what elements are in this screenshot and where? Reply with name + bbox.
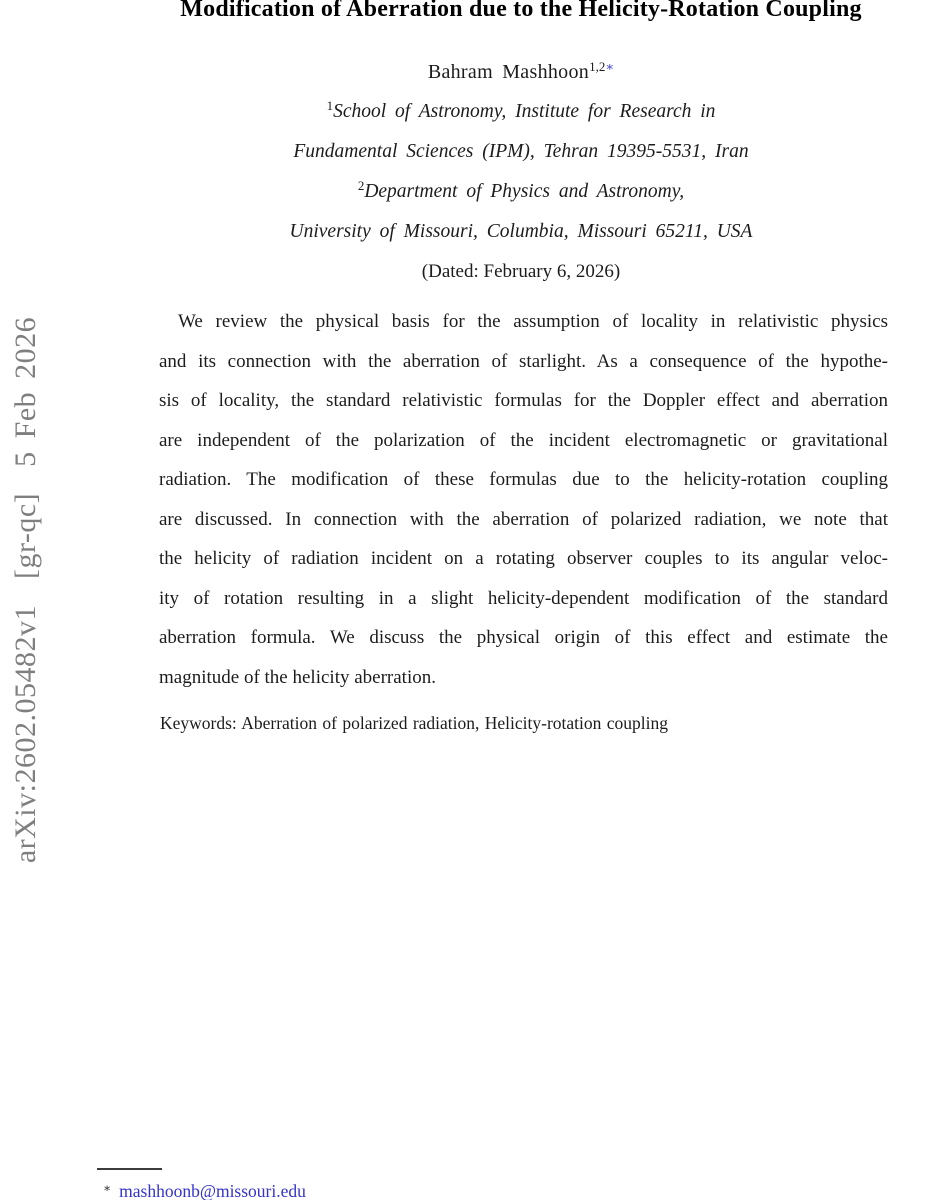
footnote-line [97,1176,306,1200]
abstract-line: radiation. The modification of these formulas due to the helicity-rotation coupling [159,469,888,490]
author-footnote-mark: ∗ [605,59,615,74]
affiliation-text: School of Astronomy, Institute for Research in [333,101,716,122]
affiliation-line [97,212,945,252]
footnote-divider [97,1168,162,1170]
footnote-symbol: ∗ [103,1181,112,1195]
abstract-line: We review the physical basis for the assumption of locality in relativistic physics [178,311,888,332]
abstract-line: are independent of the polarization of the incident electromagnetic or gravitational [159,429,888,451]
affiliation-superscript: 1 [326,98,334,113]
abstract-line: sis of locality, the standard relativistic formulas for the Doppler effect and aberration [159,390,888,411]
affiliation-line [97,172,945,212]
affiliation-superscript: 2 [357,178,365,193]
footnote-email-link[interactable]: mashhoonb@missouri.edu [119,1181,306,1200]
author-name: Bahram Mashhoon [427,61,590,83]
dated-line: (Dated: February 6, 2026) [421,261,621,282]
author-line [97,52,945,92]
abstract-line: magnitude of the helicity aberration. [159,666,436,688]
arxiv-watermark-text: arXiv:2602.05482v1 [gr-qc] 5 Feb 2026 [9,316,42,864]
paper-title: Modification of Aberration due to the Helicity-Rotation Coupling [180,0,862,22]
keywords-line [160,708,889,738]
keywords-label: Keywords: [160,713,237,733]
affiliation-text: University of Missouri, Columbia, Missouri 65211, USA [289,221,753,242]
author-affiliation-marks: 1,2 [589,59,606,74]
abstract-line: ity of rotation resulting in a slight helicity-dependent modification of the standard [159,587,888,609]
abstract-line: and its connection with the aberration of starlight. As a consequence of the hypothe- [159,350,888,372]
abstract [159,302,888,697]
abstract-line: are discussed. In connection with the aberration of polarized radiation, we note that [159,508,888,530]
affiliation-text: Fundamental Sciences (IPM), Tehran 19395-5531, Iran [293,141,749,162]
affiliation-line [97,132,945,172]
paper-content [97,0,945,1200]
paper-header [97,52,945,292]
keywords-text: Aberration of polarized radiation, Helicity-rotation coupling [241,713,669,733]
abstract-line: aberration formula. We discuss the physical origin of this effect and estimate the [159,627,888,648]
affiliation-text: Department of Physics and Astronomy, [364,181,685,202]
affiliation-line [97,92,945,132]
abstract-line: the helicity of radiation incident on a rotating observer couples to its angular veloc- [159,548,888,569]
